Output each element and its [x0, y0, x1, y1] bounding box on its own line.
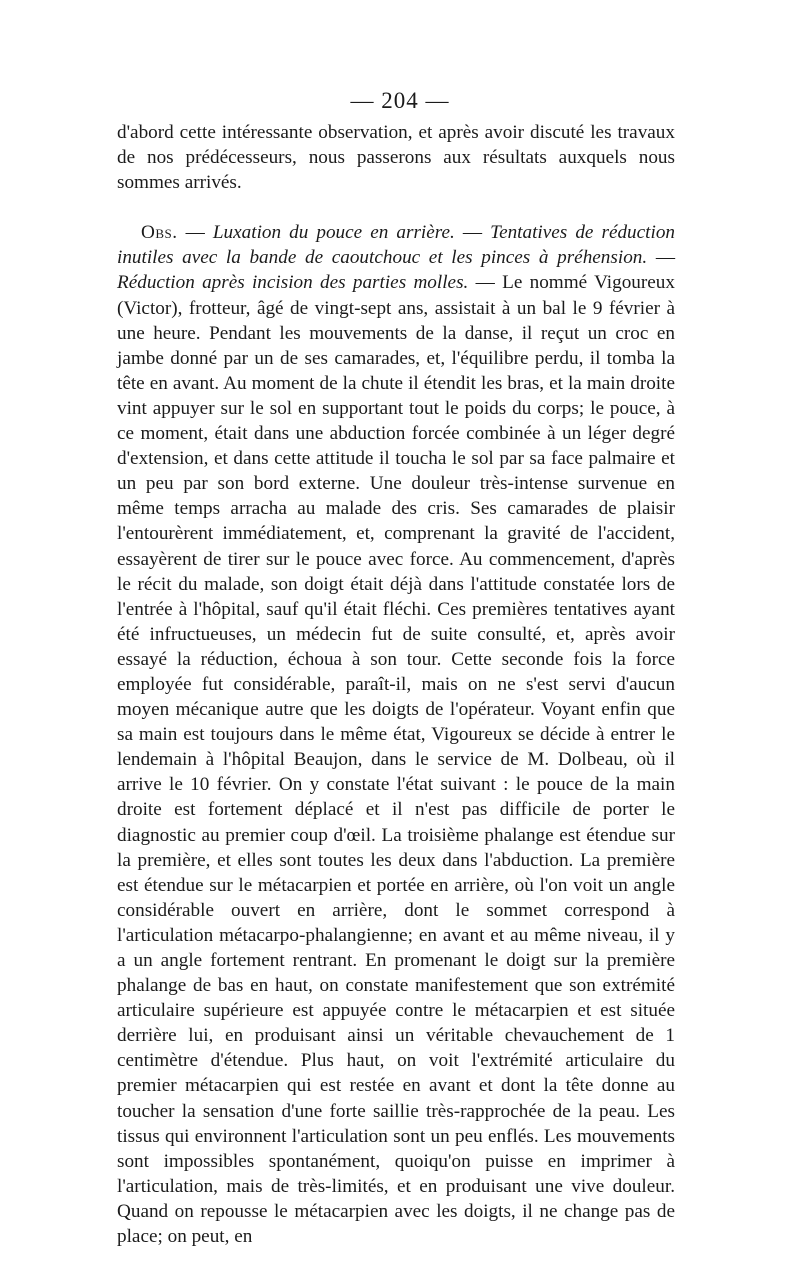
title-dash-1: —: [177, 222, 213, 244]
observation-title-3: Réduction après incision des parties molles.: [117, 272, 469, 294]
page-number: — 204 —: [350, 88, 450, 113]
title-dash-2: —: [454, 222, 491, 244]
observation-title-1: Luxation du pouce en arrière.: [212, 222, 455, 244]
observation-label: Obs.: [141, 222, 178, 244]
title-dash-3: —: [647, 247, 676, 269]
intro-paragraph: d'abord cette intéressante observation, et après avoir discuté les travaux de nos prédécesseurs, nous passerons aux résultats auxquels nous sommes arrivés.: [117, 122, 675, 194]
paragraph-gap: [117, 195, 675, 220]
observation-body: Le nommé Vigoureux (Victor), frotteur, âgé de vingt-sept ans, assistait à un bal le 9 février à une heure. Pendant les mouvements de la danse, il reçut un croc en jambe donné par un de ses camarades, et, l'équilibre perdu, il tomba la tête en avant. Au moment de la chute il étendit les bras, et la main droite vint appuyer sur le sol en supportant tout le poids du corps; le pouce, à ce moment, était dans une abduction forcée combinée à un léger degré d'extension, et dans cette attitude il toucha le sol par sa face palmaire et un peu par son bord externe. Une douleur très-intense survenue en même temps arracha au malade des cris. Ses camarades de plaisir l'entourèrent immédiatement, et, comprenant la gravité de l'accident, essayèrent de tirer sur le pouce avec force. Au commencement, d'après le récit du malade, son doigt était déjà dans l'attitude constatée lors de l'entrée à l'hôpital, sauf qu'il était fléchi. Ces premières tentatives ayant été infructueuses, un médecin fut de suite consulté, et, après avoir essayé la réduction, échoua à son tour. Cette seconde fois la force employée fut considérable, paraît-il, mais on ne s'est servi d'aucun moyen mécanique autre que les doigts de l'opérateur. Voyant enfin que sa main est toujours dans le même état, Vigoureux se décide à entrer le lendemain à l'hôpital Beaujon, dans le service de M. Dolbeau, où il arrive le 10 février. On y constate l'état suivant : le pouce de la main droite est fortement déplacé et il n'est pas difficile de porter le diagnostic au premier coup d'œil. La troisième phalange est étendue sur la première, et elles sont toutes les deux dans l'abduction. La première est étendue sur le métacarpien et portée en arrière, où l'on voit un angle considérable ouvert en arrière, dont le sommet correspond à l'articulation métacarpo-phalangienne; en avant et au même niveau, il y a un angle fortement rentrant. En promenant le doigt sur la première phalange de bas en haut, on constate manifestement que son extrémité articulaire supérieure est appuyée contre le métacarpien et est située derrière lui, en produisant ainsi un véritable chevauchement de 1 centimètre d'étendue. Plus haut, on voit l'extrémité articulaire du premier métacarpien qui est restée en avant et dont la tête donne au toucher la sensation d'une forte saillie très-rapprochée de la peau. Les tissus qui environnent l'articulation sont un peu enflés. Les mouvements sont impossibles spontanément, quoiqu'on puisse en imprimer à l'articulation, mais de très-limités, et en produisant une vive douleur. Quand on repousse le métacarpien avec les doigts, il ne change pas de place; on peut, en: [117, 272, 675, 1248]
title-dash-4: —: [468, 272, 503, 294]
body-text: [117, 120, 675, 1249]
observation-paragraph: [117, 220, 675, 1249]
observation-title-2: Tentatives de réduction inutiles avec la bande de caoutchouc et les pinces à préhension.: [117, 222, 676, 269]
